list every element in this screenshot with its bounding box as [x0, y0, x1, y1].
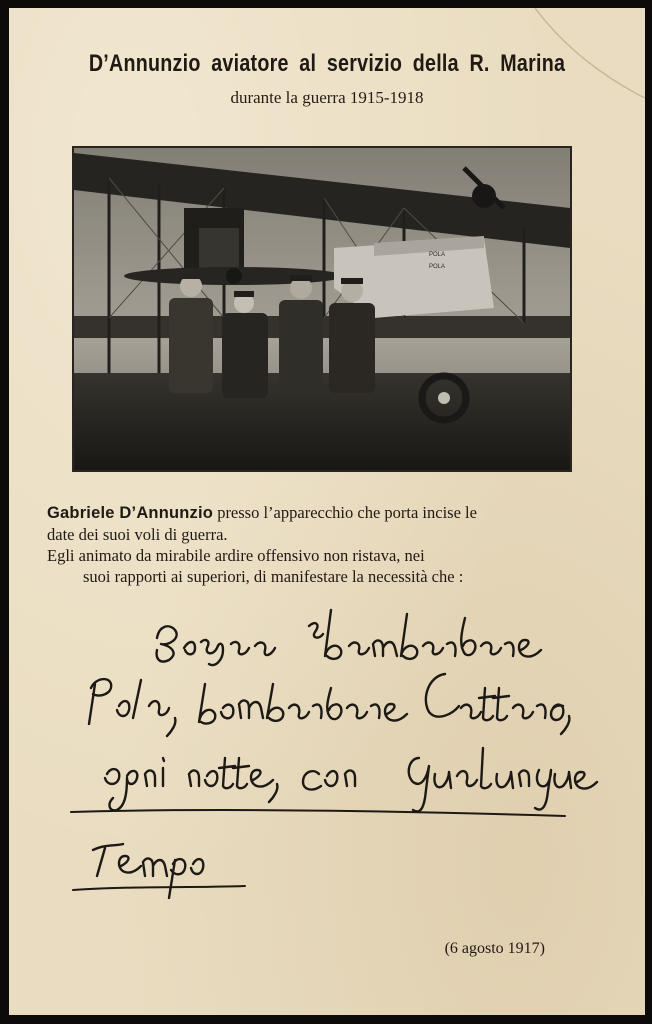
note-date: (6 agosto 1917) — [444, 940, 545, 957]
handwriting-line1 — [157, 638, 168, 639]
photo-caption — [47, 502, 597, 587]
caption-line4: suoi rapporti ai superiori, di manifestare la necessità che : — [83, 567, 464, 586]
handwriting-line3 — [107, 776, 120, 777]
plane-mark-1: POLA — [429, 252, 446, 258]
biplane-photograph — [72, 146, 572, 472]
caption-line3: Egli animato da mirabile ardire offensivo non ristava, nei — [47, 546, 425, 565]
handwriting-line2 — [91, 698, 104, 699]
handwriting-line4 — [95, 860, 98, 861]
corner-crease — [525, 8, 645, 128]
postcard — [9, 8, 645, 1015]
page-title: D’Annunzio aviatore al servizio della R. Marina — [88, 50, 566, 77]
caption-line1: presso l’apparecchio che porta incise le — [213, 503, 477, 522]
handwriting-strokes — [9, 598, 645, 918]
biplane-photo-illustration — [74, 148, 570, 470]
caption-line2: date dei suoi voli di guerra. — [47, 525, 228, 544]
page-subtitle: durante la guerra 1915-1918 — [230, 88, 424, 107]
caption-name: Gabriele D’Annunzio — [47, 504, 214, 522]
plane-mark-2: POLA — [429, 264, 446, 270]
handwritten-note — [9, 598, 645, 918]
